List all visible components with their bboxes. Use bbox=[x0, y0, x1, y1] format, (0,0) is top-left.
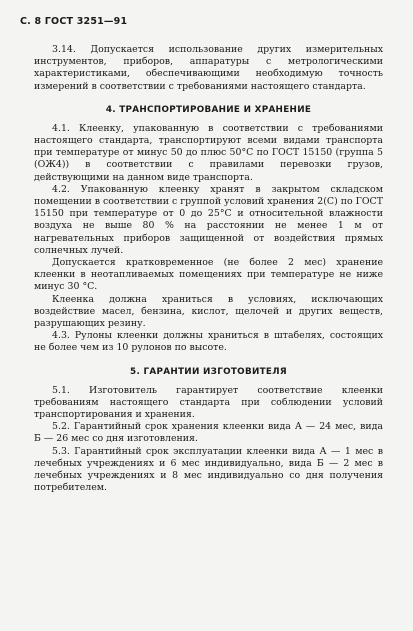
paragraph-5-1: 5.1. Изготовитель гарантирует соответствие клеенки требованиям настоящего стандарта при соблюдении условий транспортирования и хранения. bbox=[34, 384, 383, 421]
section-5-title: 5. ГАРАНТИИ ИЗГОТОВИТЕЛЯ bbox=[130, 366, 287, 377]
paragraph-4-1: 4.1. Клеенку, упакованную в соответствии с требованиями настоящего стандарта, транспортируют всеми видами транспорта при температуре от минус 50 до плюс 50°C по ГОСТ 15150 (группа 5 (ОЖ4)) в соответствии с правилами перевозки грузов, действующими на данном виде транспорта. bbox=[34, 122, 383, 183]
paragraph-5-2: 5.2. Гарантийный срок хранения клеенки вида А — 24 мес, вида Б — 26 мес со дня изготовления. bbox=[34, 421, 383, 445]
paragraph-4-2: 4.2. Упакованную клеенку хранят в закрытом складском помещении в соответствии с группой условий хранения 2(С) по ГОСТ 15150 при температуре от 0 до 25°С и относительной влажности воздуха не выше 80 % на расстоянии не менее 1 м от нагревательных приборов защищенной от воздействия прямых солнечных лучей. bbox=[34, 183, 383, 256]
page-header: С. 8 ГОСТ 3251—91 bbox=[20, 16, 128, 27]
paragraph-4-3: 4.3. Рулоны клеенки должны храниться в штабелях, состоящих не более чем из 10 рулонов по высоте. bbox=[34, 330, 383, 354]
document-body bbox=[34, 44, 383, 495]
paragraph-4-2-storage: Допускается кратковременное (не более 2 мес) хранение клеенки в неотапливаемых помещениях при температуре не ниже минус 30 °С. bbox=[34, 257, 383, 293]
section-4-title: 4. ТРАНСПОРТИРОВАНИЕ И ХРАНЕНИЕ bbox=[105, 104, 312, 115]
paragraph-3-14: 3.14. Допускается использование других измерительных инструментов, приборов, аппаратуры с метрологическими характеристиками, обеспечивающими необходимую точность измерений в соответствии с требованиями настоящего стандарта. bbox=[34, 44, 383, 92]
paragraph-4-2-conditions: Клеенка должна храниться в условиях, исключающих воздействие масел, бензина, кислот, щелочей и других веществ, разрушающих резину. bbox=[34, 293, 383, 330]
paragraph-5-3: 5.3. Гарантийный срок эксплуатации клеенки вида А — 1 мес в лечебных учреждениях и 6 мес индивидуально, вида Б — 2 мес в лечебных учреждениях и 8 мес индивидуально со дня получения потребителем. bbox=[34, 445, 383, 494]
